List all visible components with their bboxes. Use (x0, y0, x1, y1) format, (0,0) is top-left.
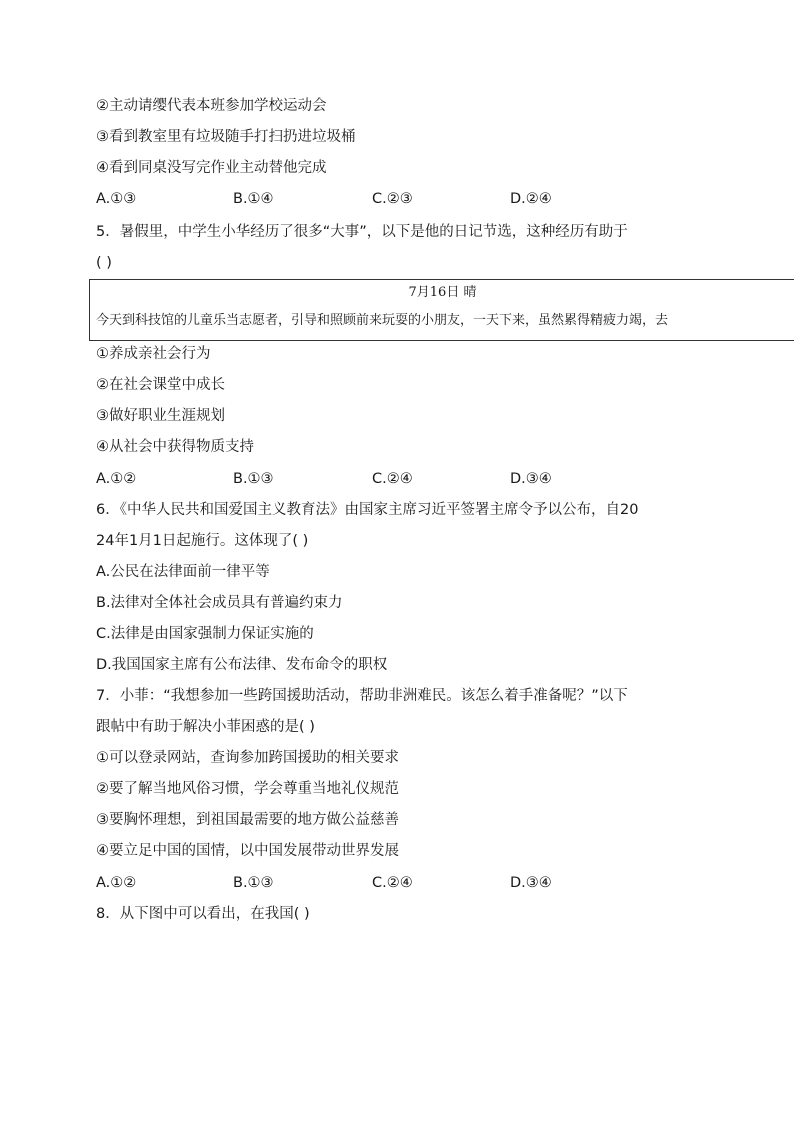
q8-stem: 8．从下图中可以看出，在我国( ) (96, 906, 310, 922)
q4-item-2: ②主动请缨代表本班参加学校运动会 (96, 98, 327, 114)
q7-item-2: ②要了解当地风俗习惯，学会尊重当地礼仪规范 (96, 781, 399, 797)
q7-item-3: ③要胸怀理想，到祖国最需要的地方做公益慈善 (96, 812, 399, 828)
q5-option-d: D.③④ (510, 471, 552, 487)
q6-choice-d: D.我国国家主席有公布法律、发布命令的职权 (96, 657, 388, 673)
q5-item-3: ③做好职业生涯规划 (96, 408, 225, 424)
diary-text: 今天到科技馆的儿童乐当志愿者，引导和照顾前来玩耍的小朋友，一天下来，虽然累得精疲力竭，去 (96, 313, 669, 328)
q4-option-a: A.①③ (96, 191, 137, 207)
q7-option-c: C.②④ (372, 875, 413, 891)
q5-options (96, 469, 696, 489)
q7-option-d: D.③④ (510, 875, 552, 891)
q4-option-d: D.②④ (510, 191, 552, 207)
q5-option-c: C.②④ (372, 471, 413, 487)
q4-options (96, 189, 696, 209)
q6-choice-c: C.法律是由国家强制力保证实施的 (96, 626, 314, 642)
q4-item-4: ④看到同桌没写完作业主动替他完成 (96, 160, 327, 176)
q7-item-1: ①可以登录网站，查询参加跨国援助的相关要求 (96, 750, 399, 766)
q6-choice-b: B.法律对全体社会成员具有普遍约束力 (96, 595, 343, 611)
q4-option-b: B.①④ (233, 191, 274, 207)
q7-option-b: B.①③ (233, 875, 274, 891)
q7-option-a: A.①② (96, 875, 137, 891)
q5-stem-line2: ( ) (96, 255, 112, 271)
q7-stem-line1: 7．小菲：“我想参加一些跨国援助活动，帮助非洲难民。该怎么着手准备呢？”以下 (96, 688, 628, 704)
q5-item-2: ②在社会课堂中成长 (96, 377, 225, 393)
q4-option-c: C.②③ (372, 191, 413, 207)
q6-choice-a: A.公民在法律面前一律平等 (96, 564, 270, 580)
q5-option-b: B.①③ (233, 471, 274, 487)
q5-item-4: ④从社会中获得物质支持 (96, 439, 254, 455)
q6-stem-line2: 24年1月1日起施行。这体现了( ) (96, 533, 309, 549)
q7-stem-line2: 跟帖中有助于解决小菲困惑的是( ) (96, 719, 315, 735)
q5-option-a: A.①② (96, 471, 137, 487)
q7-options (96, 873, 696, 893)
diary-excerpt-box (89, 279, 794, 341)
q7-item-4: ④要立足中国的国情，以中国发展带动世界发展 (96, 843, 399, 859)
diary-heading: 7月16日 晴 (408, 285, 477, 300)
q5-item-1: ①养成亲社会行为 (96, 346, 211, 362)
q6-stem-line1: 6．《中华人民共和国爱国主义教育法》由国家主席习近平签署主席令予以公布，自20 (96, 502, 639, 518)
q4-item-3: ③看到教室里有垃圾随手打扫扔进垃圾桶 (96, 129, 356, 145)
q5-stem-line1: 5．暑假里，中学生小华经历了很多“大事”，以下是他的日记节选，这种经历有助于 (96, 224, 628, 240)
